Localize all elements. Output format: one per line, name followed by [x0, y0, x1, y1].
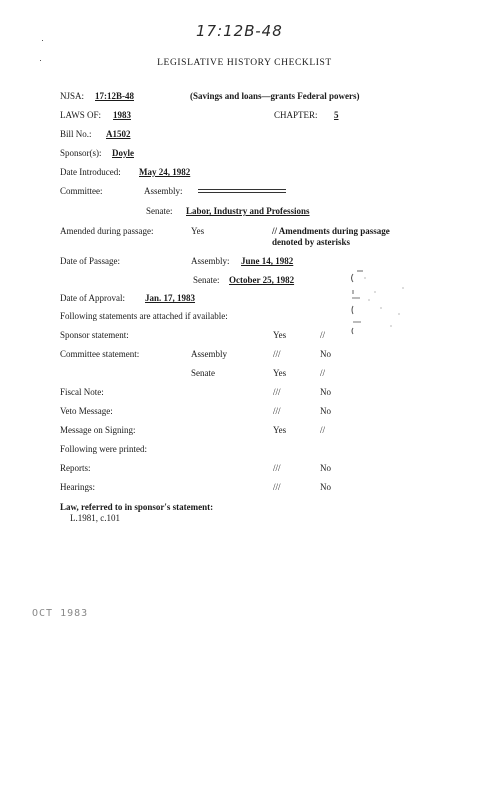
- hearings-yes: ///: [273, 482, 281, 492]
- amended-value: Yes: [191, 226, 205, 236]
- sponsor-statement-label: Sponsor statement:: [60, 330, 129, 340]
- committee-statement-assembly-no: No: [320, 349, 331, 359]
- committee-statement-assembly-label: Assembly: [191, 349, 227, 359]
- committee-statement-label: Committee statement:: [60, 349, 140, 359]
- law-referred-label: Law, referred to in sponsor's statement:: [60, 502, 214, 512]
- laws-of-value: 1983: [113, 110, 131, 120]
- scan-speck: [42, 40, 43, 41]
- hearings-no: No: [320, 482, 331, 492]
- date-introduced-value: May 24, 1982: [139, 167, 191, 177]
- laws-of-label: LAWS OF:: [60, 110, 102, 120]
- committee-statement-senate-no: //: [320, 368, 326, 378]
- following-attached-label: Following statements are attached if available:: [60, 311, 228, 321]
- veto-message-label: Veto Message:: [60, 406, 113, 416]
- passage-assembly-value: June 14, 1982: [241, 256, 294, 266]
- sponsor-value: Doyle: [112, 148, 134, 158]
- njsa-label: NJSA:: [60, 91, 85, 101]
- received-stamp: OCT 1983: [32, 608, 89, 619]
- committee-statement-senate-yes: Yes: [273, 368, 287, 378]
- reports-yes: ///: [273, 463, 281, 473]
- chapter-value: 5: [334, 110, 339, 120]
- committee-senate-label: Senate:: [146, 206, 173, 216]
- date-introduced-label: Date Introduced:: [60, 167, 121, 177]
- passage-senate-value: October 25, 1982: [229, 275, 295, 285]
- message-on-signing-no: //: [320, 425, 326, 435]
- sponsor-statement-yes: Yes: [273, 330, 287, 340]
- passage-assembly-label: Assembly:: [191, 256, 230, 266]
- fiscal-note-yes: ///: [273, 387, 281, 397]
- njsa-value: 17:12B-48: [95, 91, 134, 101]
- reports-no: No: [320, 463, 331, 473]
- fiscal-note-no: No: [320, 387, 331, 397]
- handwritten-file-number: 17:12B-48: [196, 22, 283, 40]
- sponsor-label: Sponsor(s):: [60, 148, 102, 158]
- date-of-approval-value: Jan. 17, 1983: [145, 293, 196, 303]
- committee-assembly-blank: [198, 189, 286, 190]
- sponsor-statement-no: //: [320, 330, 326, 340]
- committee-assembly-label: Assembly:: [144, 186, 183, 196]
- bill-no-label: Bill No.:: [60, 129, 92, 139]
- chapter-label: CHAPTER:: [274, 110, 318, 120]
- message-on-signing-label: Message on Signing:: [60, 425, 136, 435]
- veto-message-yes: ///: [273, 406, 281, 416]
- committee-assembly-blank-underline: [198, 192, 286, 193]
- committee-senate-value: Labor, Industry and Professions: [186, 206, 310, 216]
- amended-note-line2: denoted by asterisks: [272, 237, 351, 247]
- law-referred-value: L.1981, c.101: [70, 513, 120, 523]
- reports-label: Reports:: [60, 463, 91, 473]
- following-printed-label: Following were printed:: [60, 444, 147, 454]
- passage-senate-label: Senate:: [193, 275, 220, 285]
- fiscal-note-label: Fiscal Note:: [60, 387, 104, 397]
- message-on-signing-yes: Yes: [273, 425, 287, 435]
- amended-label: Amended during passage:: [60, 226, 154, 236]
- veto-message-no: No: [320, 406, 331, 416]
- committee-statement-senate-label: Senate: [191, 368, 215, 378]
- njsa-description: (Savings and loans—grants Federal powers): [190, 91, 360, 101]
- date-of-passage-label: Date of Passage:: [60, 256, 120, 266]
- margin-scan-marks: [351, 268, 411, 338]
- hearings-label: Hearings:: [60, 482, 95, 492]
- date-of-approval-label: Date of Approval:: [60, 293, 125, 303]
- page-title: LEGISLATIVE HISTORY CHECKLIST: [157, 58, 332, 68]
- committee-statement-assembly-yes: ///: [273, 349, 281, 359]
- amended-note-line1: // Amendments during passage: [272, 226, 390, 236]
- committee-label: Committee:: [60, 186, 103, 196]
- bill-no-value: A1502: [106, 129, 131, 139]
